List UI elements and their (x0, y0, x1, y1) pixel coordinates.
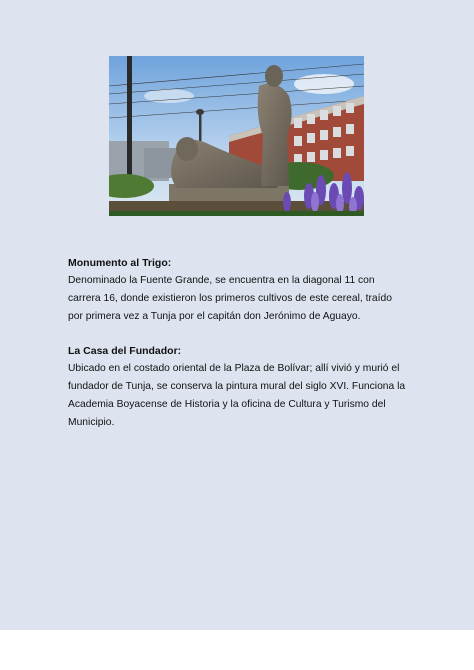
section-monumento-trigo (68, 256, 398, 326)
monument-photo (109, 56, 364, 216)
section-casa-fundador (68, 344, 406, 432)
section-text-line: carrera 16, donde existieron los primeros cultivos de este cereal, traído (68, 293, 392, 304)
section-text-line: Academia Boyacense de Historia y la oficina de Cultura y Turismo del (68, 399, 386, 410)
section-text-line: fundador de Tunja, se conserva la pintura mural del siglo XVI. Funciona la (68, 381, 406, 392)
section-text-line: Ubicado en el costado oriental de la Plaza de Bolívar; allí vivió y murió el (68, 363, 400, 374)
section-heading: Monumento al Trigo: (68, 257, 172, 269)
section-heading: La Casa del Fundador: (68, 345, 182, 357)
section-text-line: por primera vez a Tunja por el capitán don Jerónimo de Aguayo. (68, 311, 361, 322)
section-text-line: Municipio. (68, 417, 115, 428)
section-text-line: Denominado la Fuente Grande, se encuentra en la diagonal 11 con (68, 275, 375, 286)
monument-photo-image (109, 56, 364, 216)
